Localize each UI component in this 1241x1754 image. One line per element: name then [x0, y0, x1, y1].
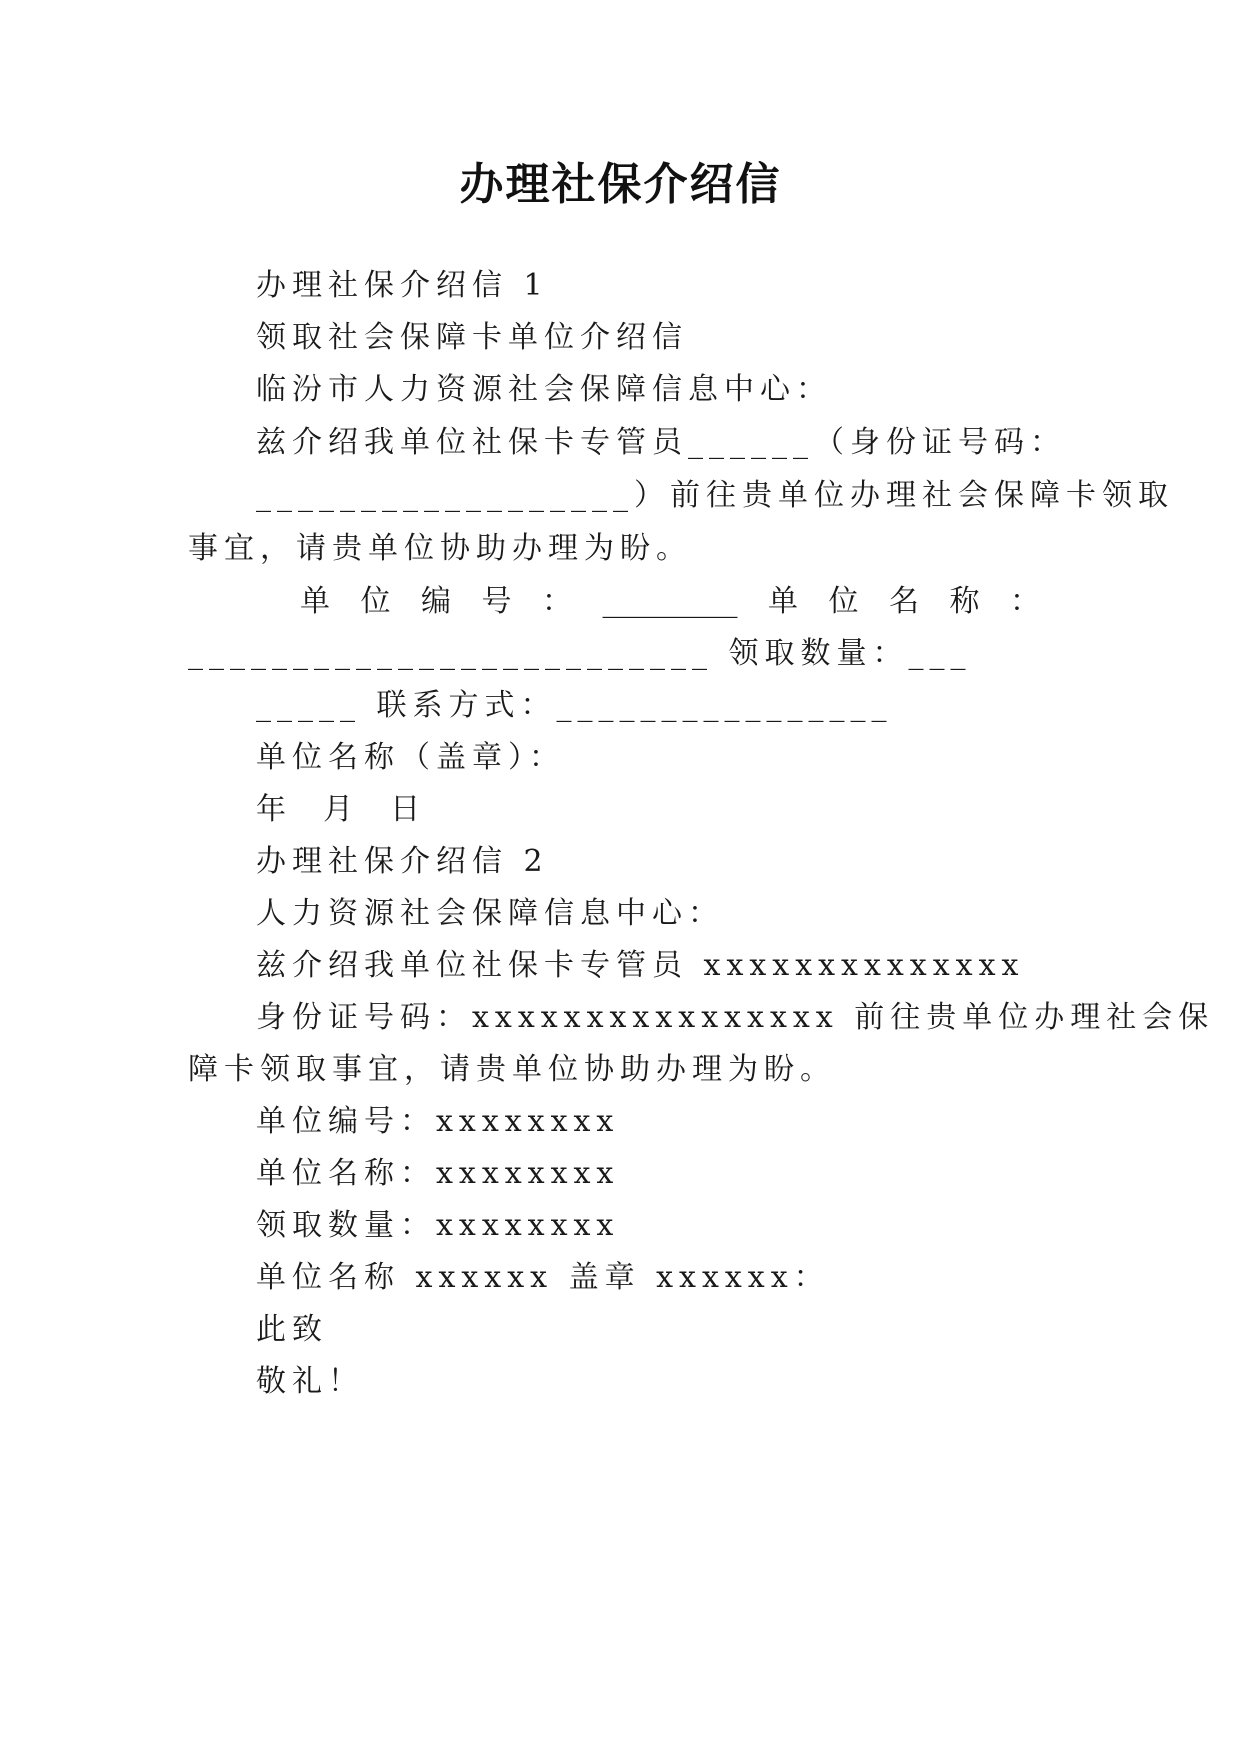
- field-char: 单: [768, 584, 798, 619]
- document-title: 办理社保介绍信: [459, 159, 782, 210]
- field-char: ：: [542, 584, 572, 619]
- letter1-recipient: 临汾市人力资源社会保障信息中心：: [256, 372, 832, 407]
- field-char: 称: [949, 584, 980, 619]
- letter2-closing2: 敬礼！: [256, 1364, 364, 1399]
- field-char: 位: [360, 584, 391, 619]
- letter1-subject: 领取社会保障卡单位介绍信: [256, 320, 688, 355]
- letter1-heading: 办理社保介绍信 1: [256, 268, 549, 303]
- letter1-body-line3: 事宜，请贵单位协助办理为盼。: [188, 531, 692, 566]
- letter2-body-line1: 兹介绍我单位社保卡专管员 xxxxxxxxxxxxxx: [256, 948, 1025, 983]
- letter1-body-line2: __________________）前往贵单位办理社会保障卡领取: [256, 478, 1174, 513]
- letter1-field-row3: _____ 联系方式：________________: [256, 688, 893, 723]
- letter1-field-row2: _________________________ 领取数量：___: [188, 636, 972, 671]
- field-blank: _________: [602, 584, 738, 619]
- letter2-seal: 单位名称 xxxxxx 盖章 xxxxxx：: [256, 1260, 830, 1295]
- letter2-body-line2: 身份证号码：xxxxxxxxxxxxxxxx 前往贵单位办理社会保: [256, 1000, 1215, 1035]
- field-char: 名: [889, 584, 919, 619]
- letter1-body-line1: 兹介绍我单位社保卡专管员______（身份证号码：: [256, 425, 1066, 460]
- letter1-unit-seal: 单位名称（盖章）：: [256, 740, 565, 775]
- field-char: ：: [1010, 584, 1040, 619]
- field-char: 位: [828, 584, 859, 619]
- letter2-closing1: 此致: [256, 1312, 328, 1347]
- letter2-heading: 办理社保介绍信 2: [256, 844, 549, 879]
- letter1-field-row1: [300, 582, 1040, 622]
- field-char: 单: [300, 584, 330, 619]
- letter2-unit-name: 单位名称：xxxxxxxx: [256, 1156, 620, 1191]
- letter2-unit-no: 单位编号：xxxxxxxx: [256, 1104, 620, 1139]
- field-char: 号: [481, 584, 512, 619]
- letter1-date: 年 月 日: [256, 792, 427, 827]
- field-char: 编: [421, 584, 451, 619]
- letter2-recipient: 人力资源社会保障信息中心：: [256, 896, 724, 931]
- letter2-body-line3: 障卡领取事宜，请贵单位协助办理为盼。: [188, 1052, 836, 1087]
- letter2-quantity: 领取数量：xxxxxxxx: [256, 1208, 620, 1243]
